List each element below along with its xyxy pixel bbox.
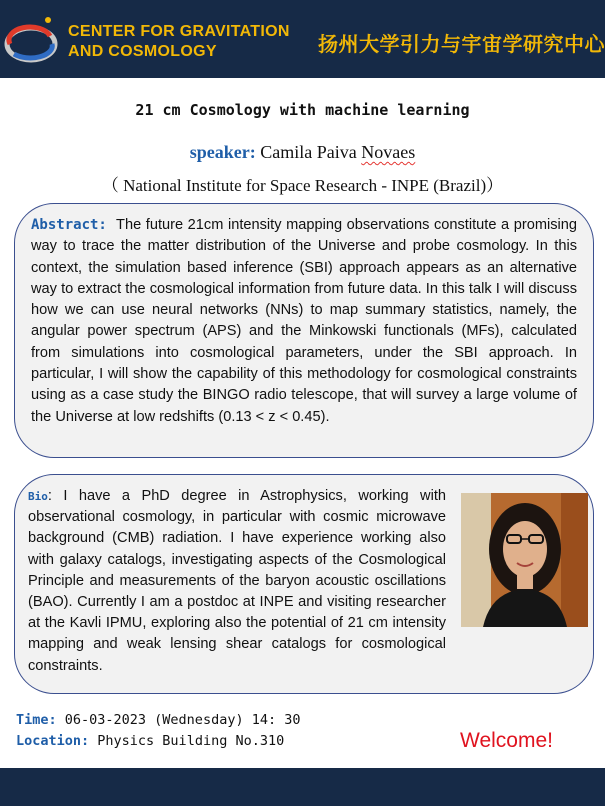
abstract-box: [14, 203, 594, 458]
abstract-paragraph: [31, 215, 577, 428]
org-name-line-2: AND COSMOLOGY: [68, 43, 217, 60]
header-banner: [0, 0, 605, 78]
footer-bar: [0, 768, 605, 806]
time-label: Time:: [16, 712, 57, 728]
speaker-last-name: Novaes: [361, 142, 416, 162]
event-location: [16, 733, 284, 749]
abstract-text: The future 21cm intensity mapping observations constitute a promising way to trace the matter distribution of the Universe and probe cosmology. In this context, the simulation based inference (SBI) approach appears as an alternative way to extract the cosmological information from future data. In this talk I will discuss how we can use neural networks (NNs) to map summary statistics, namely, the angular power spectrum (APS) and the Minkowski functionals (MFs), calculated from simulations into cosmological parameters, under the SBI approach. In particular, I will show the capability of this methodology for cosmological constraints using as a case study the BINGO radio telescope, that will survey a large volume of the Universe at low redshifts (0.13 < z < 0.45).: [31, 217, 578, 425]
location-label: Location:: [16, 733, 90, 749]
event-time: [16, 712, 300, 728]
org-name-chinese: 扬州大学引力与宇宙学研究中心: [318, 32, 605, 56]
speaker-line: [0, 142, 605, 163]
welcome-text: Welcome!: [460, 729, 553, 752]
location-value: Physics Building No.310: [89, 733, 285, 749]
talk-title: 21 cm Cosmology with machine learning: [135, 101, 470, 119]
org-name-line-1: CENTER FOR GRAVITATION: [68, 23, 290, 40]
org-name-english: [68, 22, 290, 62]
speaker-label: speaker:: [189, 142, 256, 162]
bio-box: [14, 474, 594, 694]
time-value: 06-03-2023 (Wednesday) 14: 30: [56, 712, 301, 728]
bio-label: Bio: [28, 490, 48, 503]
bio-paragraph: [28, 486, 446, 677]
speaker-affiliation: （ National Institute for Space Research - INPE (Brazil)）: [101, 176, 504, 195]
speaker-first-name: Camila Paiva: [260, 142, 362, 162]
speaker-portrait-photo-icon: [461, 493, 588, 627]
bio-text: : I have a PhD degree in Astrophysics, working with observational cosmology, in particular with cosmic microwave background (CMB) radiation. I have experience working also with galaxy catalogs, investigating aspects of the Cosmological Principle and measurements of the baryon acoustic oscillations (BAO). Currently I am a postdoc at INPE and visiting researcher at the Kavli IPMU, exploring also the potential of 21 cm intensity mapping and weak lensing shear catalogs for cosmological constraints.: [28, 488, 446, 674]
abstract-label: Abstract:: [31, 217, 107, 233]
gravitation-ring-logo-icon: [4, 10, 58, 70]
